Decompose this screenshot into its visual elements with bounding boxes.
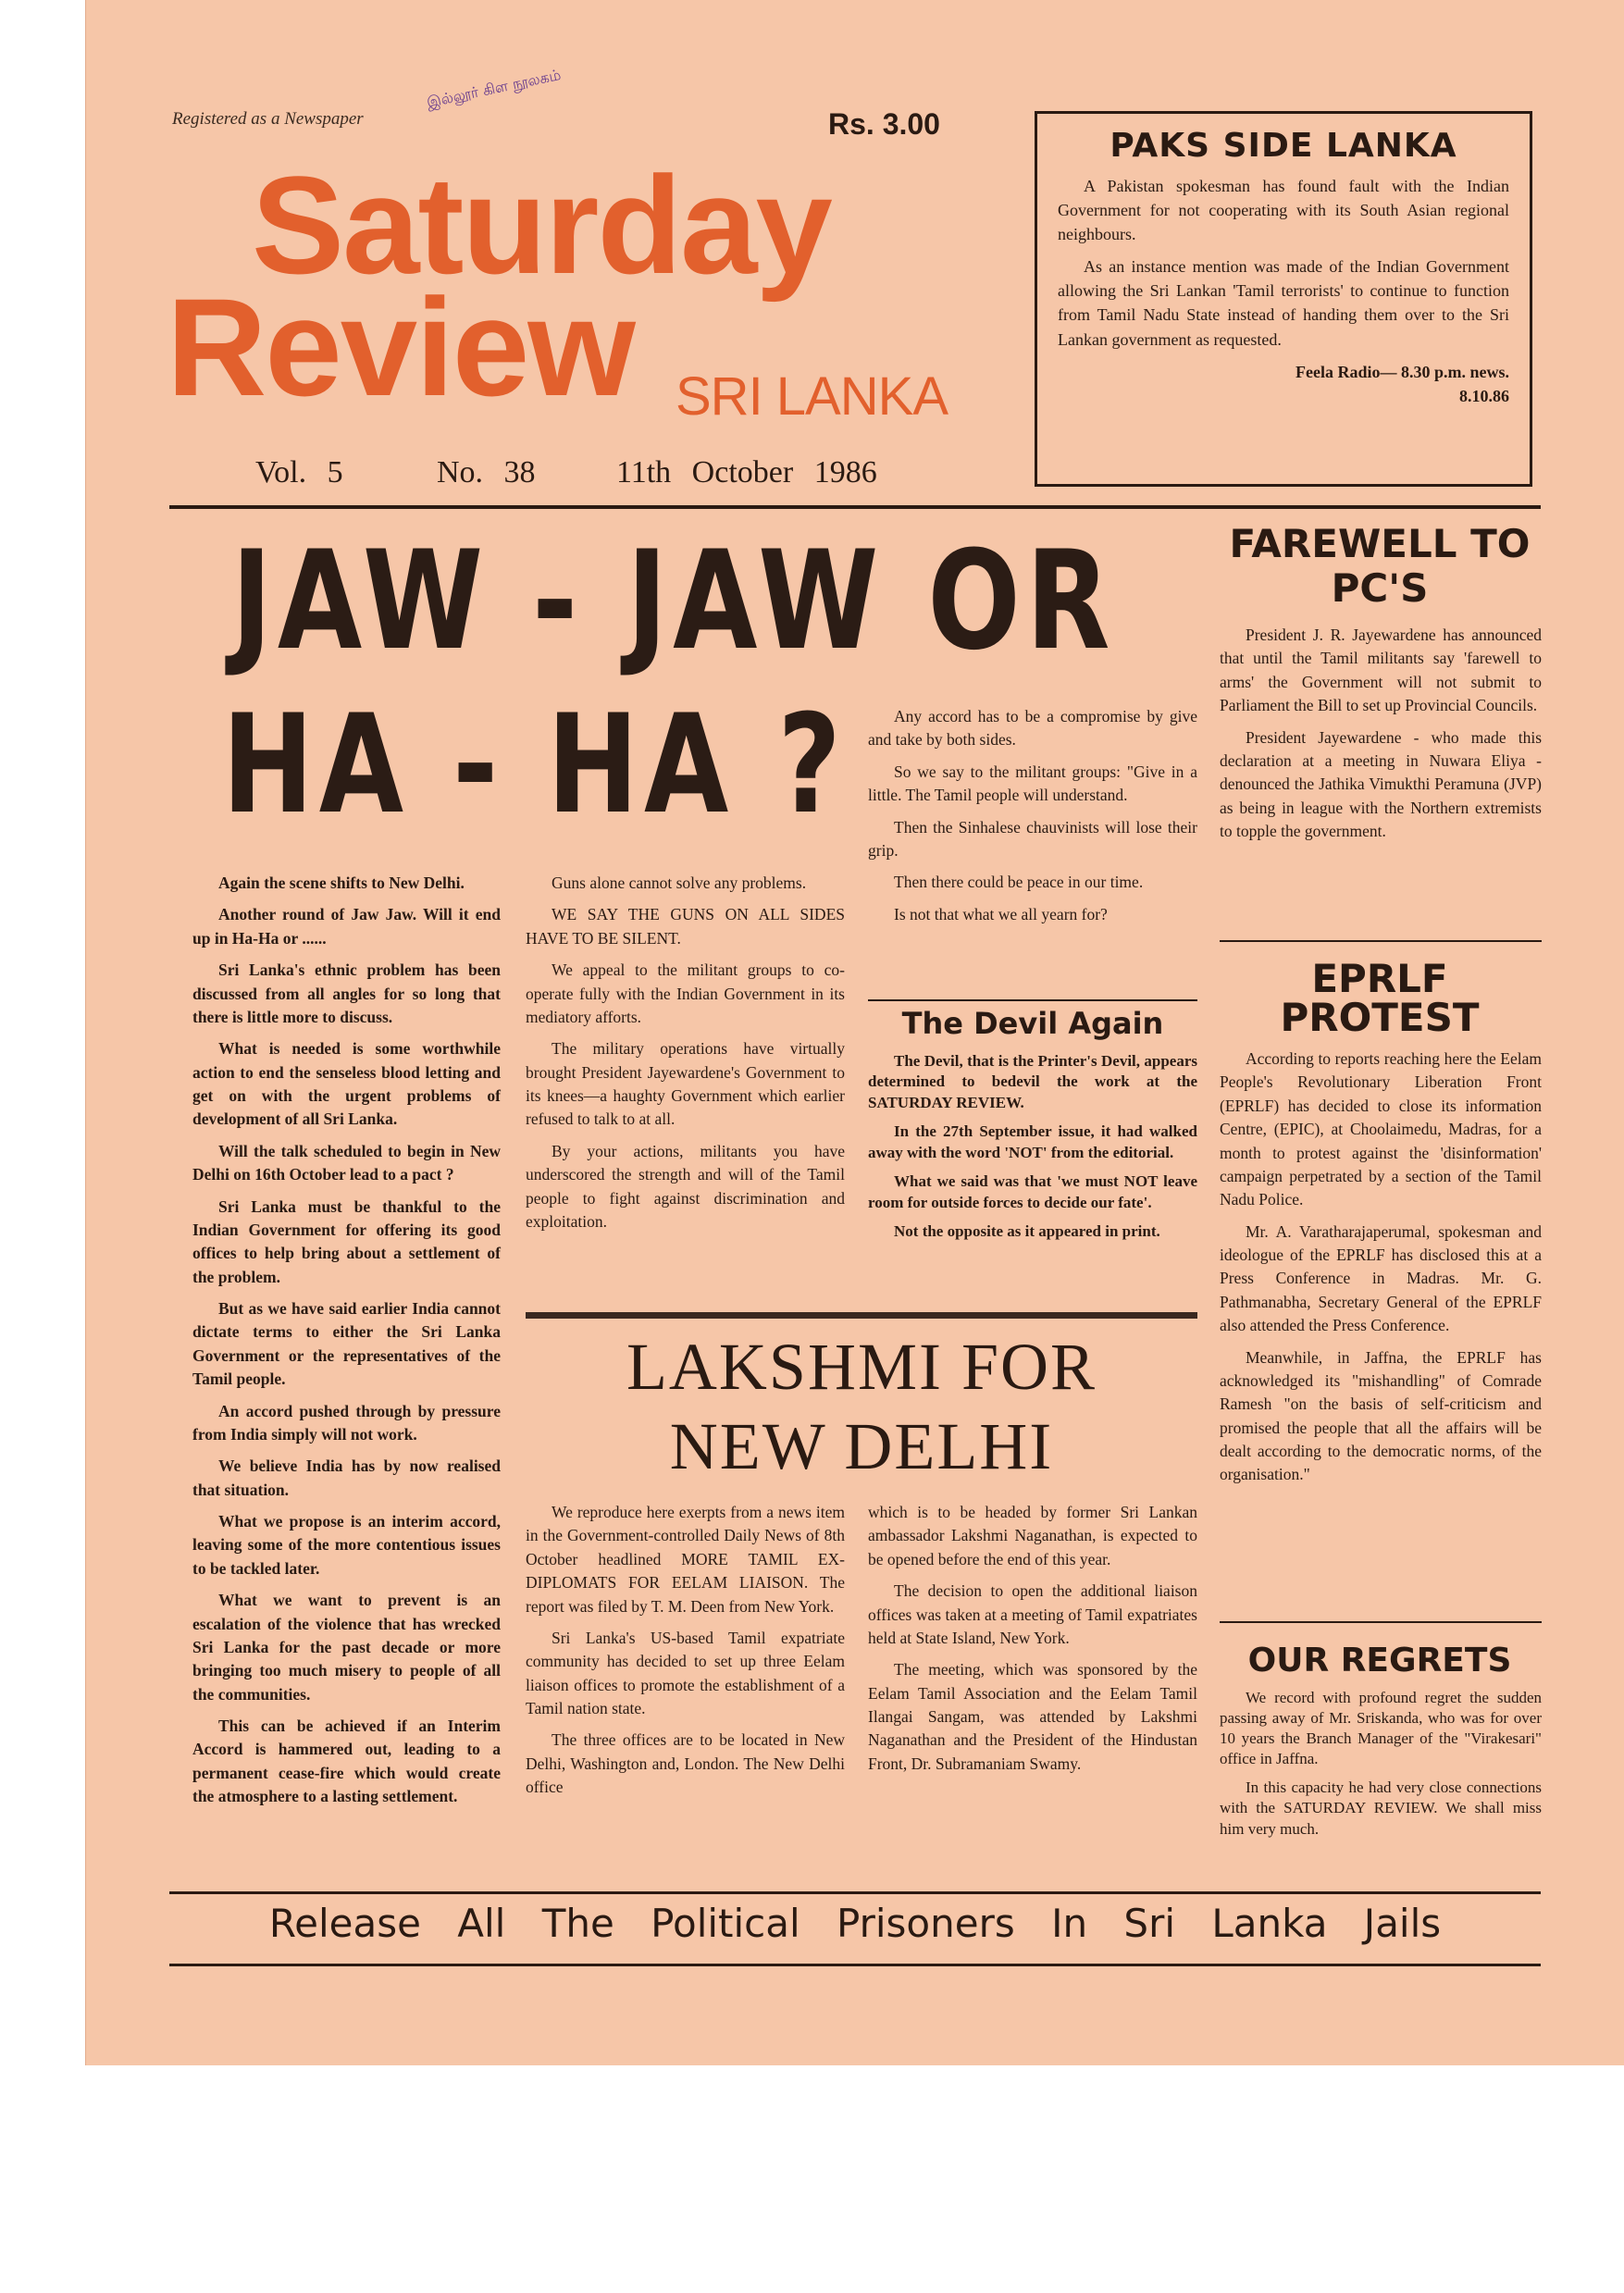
farewell-title-line1: FAREWELL TO [1229, 521, 1531, 566]
lead-paragraph: What we propose is an interim accord, leaving some of the more contentious issues to be tackled later. [192, 1512, 501, 1578]
lead-paragraph: We appeal to the militant groups to co-operate fully with the Indian Government in its mediatory afforts. [526, 961, 845, 1026]
lakshmi-column-1 [526, 1501, 845, 1808]
lakshmi-paragraph: which is to be headed by former Sri Lankan ambassador Lakshmi Naganathan, is expected to be opened before the end of this year. [868, 1503, 1197, 1568]
eprlf-title-line2: PROTEST [1280, 995, 1480, 1040]
paks-title: PAKS SIDE LANKA [1110, 127, 1457, 165]
farewell-paragraph: President J. R. Jayewardene has announced that until the Tamil militants say 'farewell to arms' the Government will not submit to Parliament the Bill to set up Provincial Councils. [1220, 626, 1542, 715]
regrets-body [1220, 1688, 1542, 1848]
lakshmi-headline-line2: NEW DELHI [669, 1409, 1054, 1483]
paks-paragraph: As an instance mention was made of the Indian Government allowing the Sri Lankan 'Tamil terrorists' to continue to function from Tamil Nadu State instead of handing them over to the Sri Lankan government as requested. [1058, 257, 1509, 349]
lead-paragraph: Then the Sinhalese chauvinists will lose their grip. [868, 817, 1197, 860]
lakshmi-paragraph: We reproduce here exerpts from a news item in the Government-controlled Daily News of 8th October headlined MORE TAMIL EX-DIPLOMATS FOR EELAM LIAISON. The report was filed by T. M. Deen from New York. [526, 1503, 845, 1616]
regrets-rule [1220, 1621, 1542, 1623]
registered-note: Registered as a Newspaper [172, 109, 364, 129]
footer-slogan: Release All The Political Prisoners In Sri Lanka Jails [268, 1901, 1442, 1946]
lakshmi-column-2 [868, 1501, 1197, 1784]
lead-paragraph: Any accord has to be a compromise by give and take by both sides. [868, 707, 1197, 750]
masthead-rule [169, 505, 1541, 509]
lakshmi-paragraph: The meeting, which was sponsored by the Eelam Tamil Association and the Eelam Tamil Ilangai Sangam, was attended by Lakshmi Naganathan and the President of the Hindustan Front, Dr. Subramaniam Swamy. [868, 1660, 1197, 1773]
paks-source-date: 8.10.86 [1459, 386, 1509, 405]
regrets-paragraph: In this capacity he had very close connections with the SATURDAY REVIEW. We shall miss him very much. [1220, 1779, 1542, 1838]
lead-paragraph: What we want to prevent is an escalation of the violence that has wrecked Sri Lanka for the past decade or more bringing too much misery to people of all the communities. [192, 1591, 501, 1704]
lead-paragraph: So we say to the militant groups: "Give in a little. The Tamil people will understand. [868, 762, 1197, 805]
lead-column-2 [526, 872, 845, 1242]
library-stamp: இல்லூர் கிள நூலகம் [425, 65, 563, 112]
lakshmi-headline-line1: LAKSHMI FOR [626, 1330, 1097, 1404]
lead-paragraph: Then there could be peace in our time. [894, 873, 1144, 892]
lead-paragraph: By your actions, militants you have underscored the strength and will of the Tamil people to fight against discrimination and exploitation. [526, 1141, 845, 1231]
lead-paragraph: Guns alone cannot solve any problems. [552, 874, 807, 892]
paks-source: Feela Radio— 8.30 p.m. news. [1295, 362, 1509, 381]
lead-column-3 [868, 705, 1197, 935]
masthead-sri-lanka: SRI LANKA [676, 366, 948, 427]
issue-vol: Vol. 5 [255, 455, 343, 490]
lead-headline-line2: HA - HA ? [222, 684, 847, 844]
lakshmi-paragraph: Sri Lanka's US-based Tamil expatriate community has decided to set up three Eelam liaison offices to promote the establishment of a Tamil nation state. [526, 1628, 845, 1717]
paks-paragraph: A Pakistan spokesman has found fault with the Indian Government for not cooperating with its South Asian regional neighbours. [1058, 177, 1509, 244]
farewell-paragraph: President Jayewardene - who made this declaration at a meeting in Nuwara Eliya -denounced the Jathika Vimukthi Peramuna (JVP) as being in league with the Northern extremists to topple the government. [1220, 727, 1542, 840]
eprlf-paragraph: Meanwhile, in Jaffna, the EPRLF has acknowledged its "mishandling" of Comrade Ramesh "on the basis of self-criticism and promised the people that all the affairs will be dealt according to the democratic norms, of the organisation." [1220, 1347, 1542, 1484]
eprlf-body [1220, 1047, 1542, 1495]
issue-date: 11th October 1986 [616, 455, 877, 490]
lead-column-1 [192, 872, 501, 1817]
eprlf-rule [1220, 940, 1542, 942]
lead-paragraph: What is needed is some worthwhile action to end the senseless blood letting and get on with the urgent problems of development of all Sri Lanka. [192, 1039, 501, 1129]
lead-paragraph: An accord pushed through by pressure from India simply will not work. [192, 1401, 501, 1444]
devil-body [868, 1051, 1197, 1251]
masthead-review: Review [167, 269, 634, 425]
lead-paragraph: Is not that what we all yearn for? [894, 904, 1108, 923]
farewell-body [1220, 624, 1542, 851]
lakshmi-paragraph: The decision to open the additional liaison offices was taken at a meeting of Tamil expatriates held at State Island, New York. [868, 1581, 1197, 1647]
lead-paragraph: WE SAY THE GUNS ON ALL SIDES HAVE TO BE SILENT. [526, 905, 845, 948]
lead-paragraph: Will the talk scheduled to begin in New Delhi on 16th October lead to a pact ? [192, 1141, 501, 1184]
regrets-paragraph: We record with profound regret the sudden passing away of Mr. Sriskanda, who was for over 10 years the Branch Manager of the "Virakesari" office in Jaffna. [1220, 1689, 1542, 1768]
masthead-saturday: Saturday [252, 147, 831, 303]
lead-paragraph: This can be achieved if an Interim Accord is hammered out, leading to a permanent cease-fire which would create the atmosphere to a lasting settlement. [192, 1717, 501, 1806]
lead-headline-line1: JAW - JAW OR [231, 520, 1116, 680]
footer-rule-top [169, 1891, 1541, 1894]
issue-number: No. 38 [437, 455, 536, 490]
lead-paragraph: Sri Lanka must be thankful to the Indian Government for offering its good offices to help bring about a settlement of the problem. [192, 1196, 501, 1286]
lead-paragraph: Again the scene shifts to New Delhi. [218, 874, 465, 892]
lead-paragraph: We believe India has by now realised that situation. [192, 1456, 501, 1499]
lead-paragraph: But as we have said earlier India cannot dictate terms to either the Sri Lanka Government or the representatives of the Tamil people. [192, 1299, 501, 1389]
farewell-title-line2: PC'S [1331, 565, 1429, 611]
paks-body [1037, 174, 1530, 408]
regrets-title: OUR REGRETS [1247, 1642, 1512, 1679]
footer-rule-bottom [169, 1964, 1541, 1966]
eprlf-paragraph: Mr. A. Varatharajaperumal, spokesman and ideologue of the EPRLF has disclosed this at a Press Conference in Madras. Mr. G. Pathmanabha, Secretary General of the EPRLF also attended the Press Conference. [1220, 1221, 1542, 1335]
paks-box [1035, 111, 1532, 487]
devil-rule [868, 999, 1197, 1001]
price: Rs. 3.00 [828, 107, 940, 141]
devil-title: The Devil Again [901, 1006, 1164, 1041]
devil-paragraph: Not the opposite as it appeared in print. [894, 1222, 1160, 1241]
devil-paragraph: In the 27th September issue, it had walked away with the word 'NOT' from the editorial. [868, 1122, 1197, 1161]
devil-paragraph: What we said was that 'we must NOT leave room for outside forces to decide our fate'. [868, 1172, 1197, 1211]
lead-paragraph: Another round of Jaw Jaw. Will it end up in Ha-Ha or ...... [192, 905, 501, 948]
devil-paragraph: The Devil, that is the Printer's Devil, appears determined to bedevil the work at the SATURDAY REVIEW. [868, 1052, 1197, 1111]
lakshmi-paragraph: The three offices are to be located in New Delhi, Washington and, London. The New Delhi office [526, 1730, 845, 1797]
eprlf-paragraph: According to reports reaching here the Eelam People's Revolutionary Liberation Front (EPRLF) has decided to close its information Centre, (EPIC), at Choolaimedu, Madras, for a month to protest against the 'disinformation' campaign perpetrated by a section of the Tamil Nadu Police. [1220, 1049, 1542, 1209]
lead-paragraph: Sri Lanka's ethnic problem has been discussed from all angles for so long that there is little more to discuss. [192, 961, 501, 1026]
lakshmi-rule [526, 1312, 1197, 1319]
eprlf-title-line1: EPRLF [1311, 956, 1448, 1001]
lead-paragraph: The military operations have virtually brought President Jayewardene's Government to its knees—a haughty Government which earlier refused to talk to at all. [526, 1039, 845, 1129]
